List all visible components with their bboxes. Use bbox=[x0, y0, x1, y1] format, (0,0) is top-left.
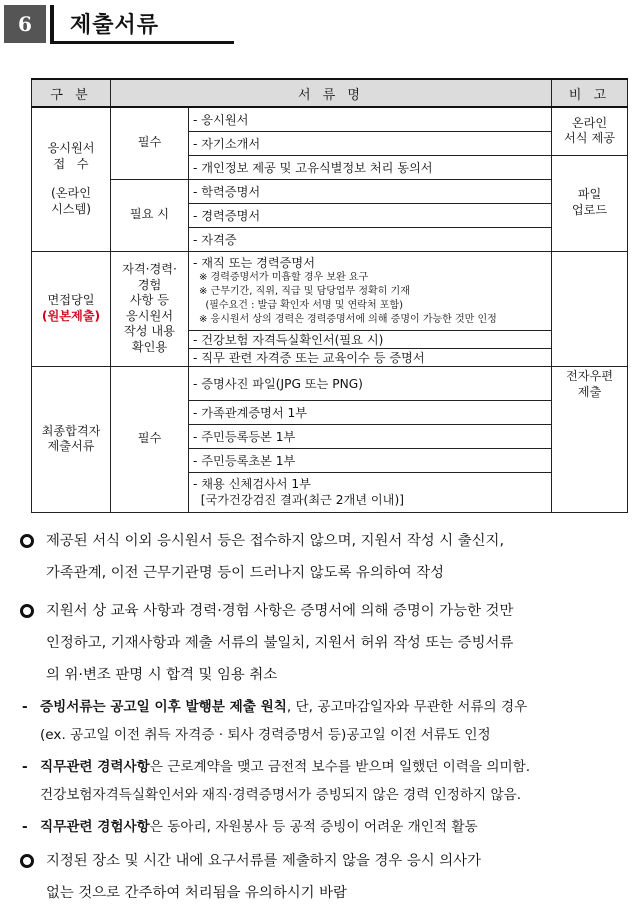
document-note: ※ 경력증명서가 미흡할 경우 보완 요구 bbox=[199, 271, 369, 283]
note-bullet bbox=[18, 525, 630, 589]
note-text: 없는 것으로 간주하여 처리됨을 유의하시기 바람 bbox=[46, 885, 347, 901]
document-item: - 건강보험 자격득실확인서(필요 시) bbox=[189, 330, 552, 348]
purpose-text: 확인용 bbox=[131, 339, 168, 354]
header-remarks: 비 고 bbox=[552, 79, 628, 107]
document-note: ※ 근무기간, 직위, 직급 및 담당업무 정확히 기재 bbox=[199, 285, 410, 297]
remark-text: 온라인 bbox=[571, 115, 608, 130]
conditional-label: 필요 시 bbox=[111, 179, 189, 251]
document-item: - 응시원서 bbox=[189, 107, 552, 131]
note-text: 은 동아리, 자원봉사 등 공적 증빙이 어려운 개인적 활동 bbox=[149, 819, 478, 835]
note-emphasis: 증빙서류는 공고일 이후 발행분 제출 원칙 bbox=[40, 699, 287, 715]
note-text: , 단, 공고마감일자와 무관한 서류의 경우 bbox=[286, 699, 528, 715]
document-item-health-check bbox=[189, 472, 552, 512]
section-divider bbox=[50, 5, 54, 43]
document-item: - 개인정보 제공 및 고유식별정보 처리 동의서 bbox=[189, 155, 552, 179]
note-dash-item bbox=[18, 693, 630, 749]
documents-table bbox=[31, 78, 628, 513]
note-text: (ex. 공고일 이전 취득 자격증 · 퇴사 경력증명서 등)공고일 이전 서류도 인정 bbox=[40, 727, 491, 743]
document-item: - 학력증명서 bbox=[189, 179, 552, 203]
verification-purpose bbox=[111, 251, 189, 366]
document-item-text: [국가건강검진 결과(최근 2개년 이내)] bbox=[193, 493, 404, 508]
dash-marker: - bbox=[22, 699, 28, 715]
purpose-text: 사항 등 bbox=[129, 293, 170, 308]
remark-text: 업로드 bbox=[571, 203, 608, 217]
category-interview-day bbox=[32, 251, 111, 366]
document-note: ※ 응시원서 상의 경력은 경력증명서에 의해 증명이 가능한 것만 인정 bbox=[199, 313, 497, 325]
category-text: (온라인 bbox=[50, 186, 92, 201]
document-item: - 주민등록초본 1부 bbox=[189, 448, 552, 472]
remark-text: 전자우편 bbox=[565, 368, 614, 383]
circle-bullet-icon bbox=[20, 604, 34, 618]
note-dash-item bbox=[18, 753, 630, 809]
document-item: - 가족관계증명서 1부 bbox=[189, 400, 552, 424]
category-text: 응시원서 bbox=[47, 141, 95, 156]
document-item: - 주민등록등본 1부 bbox=[189, 424, 552, 448]
dash-marker: - bbox=[22, 819, 28, 835]
circle-bullet-icon bbox=[20, 534, 34, 548]
document-item: - 증명사진 파일(JPG 또는 PNG) bbox=[189, 366, 552, 400]
purpose-text: 자격·경력· bbox=[122, 261, 177, 276]
document-item: - 자기소개서 bbox=[189, 131, 552, 155]
remark-empty bbox=[552, 251, 628, 366]
section-title: 제출서류 bbox=[70, 13, 160, 38]
note-text: 가족관계, 이전 근무기관명 등이 드러나지 않도록 유의하여 작성 bbox=[46, 565, 445, 581]
category-text: 최종합격자 bbox=[41, 423, 101, 438]
required-label: 필수 bbox=[111, 366, 189, 512]
category-text: 제출서류 bbox=[47, 439, 95, 454]
notes-section bbox=[18, 525, 630, 909]
document-item-text: - 채용 신체검사서 1부 bbox=[193, 476, 311, 491]
category-text: 면접당일 bbox=[47, 293, 95, 308]
note-text: 제공된 서식 이외 응시원서 등은 접수하지 않으며, 지원서 작성 시 출신지, bbox=[46, 533, 505, 549]
note-text: 인정하고, 기재사항과 제출 서류의 불일치, 지원서 허위 작성 또는 증빙서류 bbox=[46, 635, 514, 651]
note-bullet bbox=[18, 595, 630, 691]
remark-email-submit bbox=[552, 366, 628, 400]
circle-bullet-icon bbox=[20, 854, 34, 868]
purpose-text: 응시원서 bbox=[125, 308, 174, 323]
note-text: 지원서 상 교육 사항과 경력·경험 사항은 증명서에 의해 증명이 가능한 것만 bbox=[46, 603, 514, 619]
note-bullet bbox=[18, 845, 630, 909]
remark-empty bbox=[552, 400, 628, 512]
note-text: 지정된 장소 및 시간 내에 요구서류를 제출하지 않을 경우 응시 의사가 bbox=[46, 853, 481, 869]
remark-online-form bbox=[552, 107, 628, 155]
purpose-text: 작성 내용 bbox=[124, 324, 175, 339]
category-online-application bbox=[32, 107, 111, 251]
table-header-row bbox=[32, 79, 628, 107]
note-emphasis: 직무관련 경험사항 bbox=[40, 819, 150, 835]
document-item: - 자격증 bbox=[189, 227, 552, 251]
required-label: 필수 bbox=[111, 107, 189, 179]
section-number: 6 bbox=[4, 5, 46, 43]
category-highlight: (원본제출) bbox=[41, 308, 101, 323]
dash-marker: - bbox=[22, 759, 28, 775]
document-item: - 경력증명서 bbox=[189, 203, 552, 227]
header-category: 구 분 bbox=[32, 79, 111, 107]
note-text: 건강보험자격득실확인서와 재직·경력증명서가 증빙되지 않은 경력 인정하지 않음. bbox=[40, 787, 522, 803]
document-note: (필수요건 : 발급 확인자 서명 및 연락처 포함) bbox=[199, 299, 404, 311]
note-dash-item bbox=[18, 813, 630, 841]
category-text: 시스템) bbox=[50, 201, 92, 216]
note-text: 은 근로계약을 맺고 금전적 보수를 받으며 일했던 이력을 의미함. bbox=[149, 759, 531, 775]
document-item: - 직무 관련 자격증 또는 교육이수 등 증명서 bbox=[189, 348, 552, 366]
remark-text: 제출 bbox=[577, 384, 602, 399]
section-underline bbox=[50, 41, 234, 44]
document-item-text: - 재직 또는 경력증명서 bbox=[193, 255, 315, 270]
note-text: 의 위·변조 판명 시 합격 및 임용 취소 bbox=[46, 667, 278, 683]
header-documents: 서 류 명 bbox=[111, 79, 552, 107]
category-text: 접 수 bbox=[53, 156, 89, 171]
remark-text: 서식 제공 bbox=[564, 131, 615, 146]
note-emphasis: 직무관련 경력사항 bbox=[40, 759, 150, 775]
section-header bbox=[0, 0, 635, 50]
remark-file-upload bbox=[552, 155, 628, 251]
document-item-employment-cert bbox=[189, 251, 552, 330]
purpose-text: 경험 bbox=[137, 277, 162, 292]
category-final-applicants bbox=[32, 366, 111, 512]
remark-text: 파일 bbox=[577, 187, 602, 202]
